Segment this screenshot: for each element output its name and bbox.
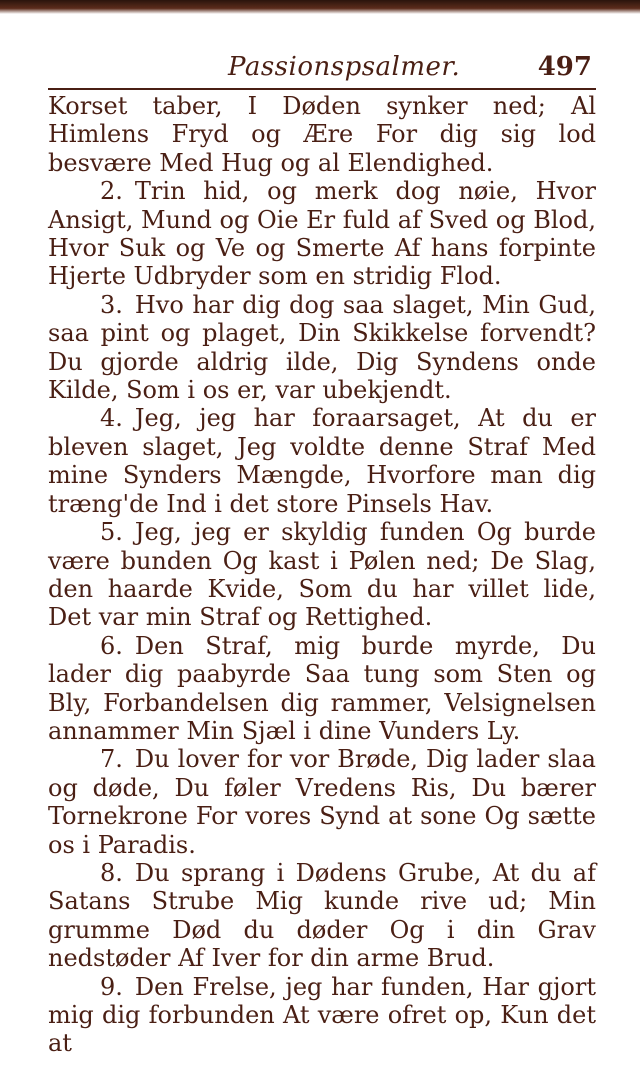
stanza <box>48 177 596 291</box>
stanza <box>48 632 596 746</box>
stanza-number: 6. <box>100 631 123 660</box>
stanza <box>48 745 596 859</box>
hymn-text <box>48 92 596 1058</box>
stanza-text: Trin hid, og merk dog nøie, Hvor Ansigt, Mund og Oie Er fuld af Sved og Blod, Hvor Suk og Ve og Smerte Af hans forpinte Hjerte Udbryder som en stridig Flod. <box>48 177 596 291</box>
stanza-number: 5. <box>100 518 123 547</box>
stanza-text: Du sprang i Dødens Grube, At du af Satans Strube Mig kunde rive ud; Min grumme Død du døder Og i din Grav nedstøder Af Iver for din arme Brud. <box>48 858 596 973</box>
stanza-text: Jeg, jeg er skyldig funden Og burde være bunden Og kast i Pølen ned; De Slag, den haarde Kvide, Som du har villet lide, Det var min Straf og Rettighed. <box>48 518 596 632</box>
stanza-text: Den Straf, mig burde myrde, Du lader dig paabyrde Saa tung som Sten og Bly, Forbandelsen dig rammer, Velsignelsen annammer Min Sjæl i dine Vunders Ly. <box>48 631 596 745</box>
stanza-number: 2. <box>100 177 123 206</box>
stanza-text: Den Frelse, jeg har funden, Har gjort mig dig forbunden At være ofret op, Kun det at <box>48 972 596 1058</box>
page-top-edge <box>0 0 640 14</box>
stanza-text: Hvo har dig dog saa slaget, Min Gud, saa pint og plaget, Din Skikkelse forvendt? Du gjorde aldrig ilde, Dig Syndens onde Kilde, Som i os er, var ubekjendt. <box>48 290 596 405</box>
stanza-text: Du lover for vor Brøde, Dig lader slaa og døde, Du føler Vredens Ris, Du bærer Tornekrone For vores Synd at sone Og sætte os i Paradis. <box>48 745 596 859</box>
stanza-text: Korset taber, I Døden synker ned; Al Himlens Fryd og Ære For dig sig lod besvære Med Hug og al Elendighed. <box>48 92 596 177</box>
page-number: 497 <box>537 52 592 82</box>
running-title: Passionspsalmer. <box>228 52 461 82</box>
stanza-number: 7. <box>100 745 123 774</box>
stanza <box>48 973 596 1058</box>
running-header <box>48 50 596 84</box>
stanza <box>48 291 596 405</box>
stanza <box>48 518 596 632</box>
stanza-number: 9. <box>100 972 123 1001</box>
stanza-text: Jeg, jeg har foraarsaget, At du er bleven slaget, Jeg voldte denne Straf Med mine Synders Mængde, Hvorfore man dig træng'de Ind i det store Pinsels Hav. <box>48 404 596 518</box>
stanza-number: 3. <box>100 290 123 319</box>
header-rule <box>48 88 596 90</box>
stanza <box>48 859 596 973</box>
stanza-continuation <box>48 92 596 177</box>
stanza-number: 4. <box>100 404 123 433</box>
stanza <box>48 404 596 518</box>
stanza-number: 8. <box>100 858 123 887</box>
